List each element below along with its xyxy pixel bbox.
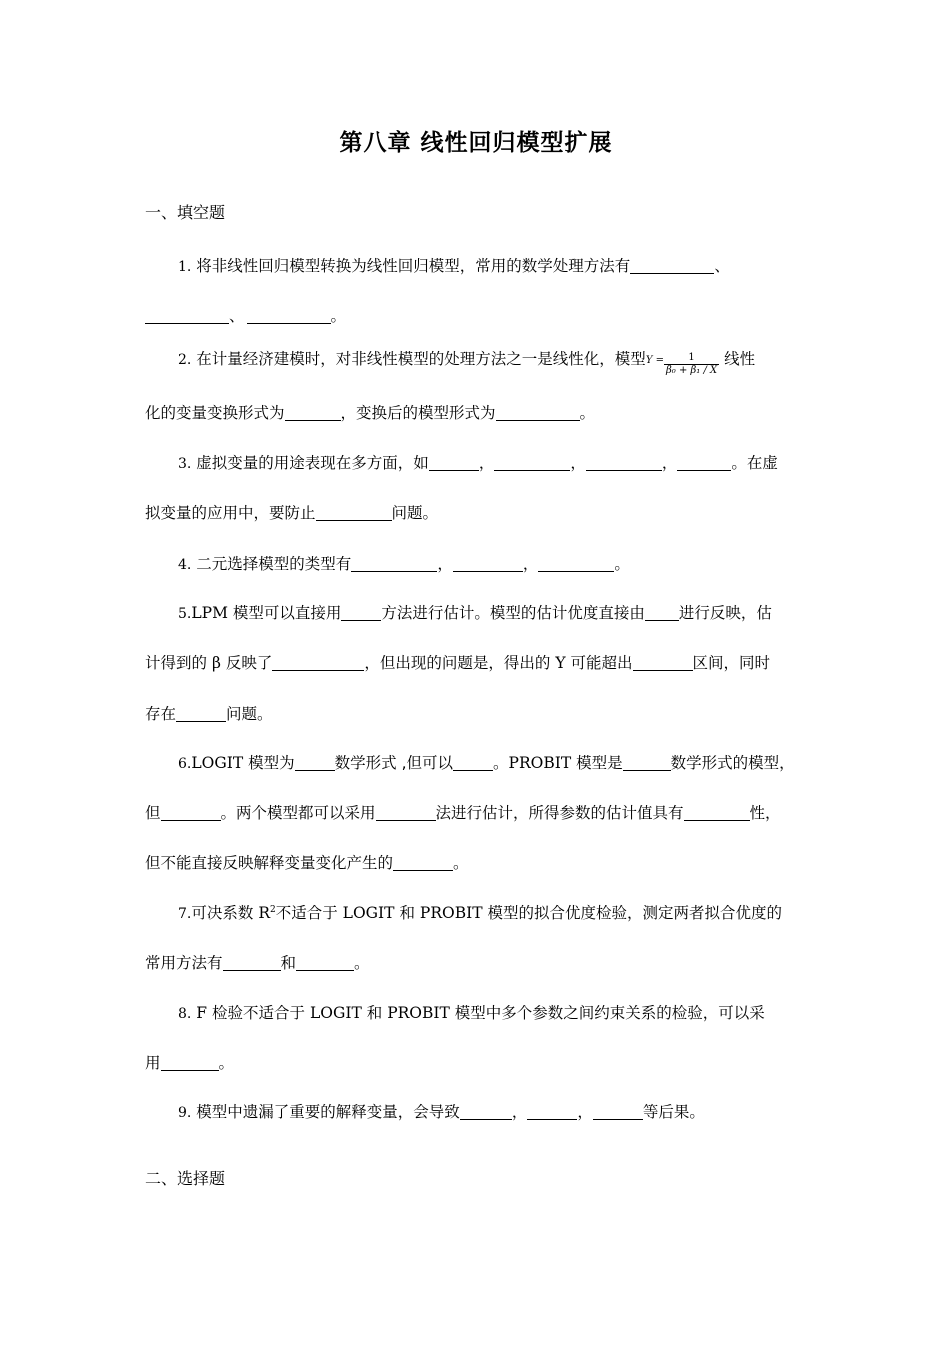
answer-blank[interactable] bbox=[161, 804, 221, 821]
question-3-line-2: 拟变量的应用中，要防止 问题。 bbox=[145, 504, 439, 522]
question-2-line-2: 化的变量变换形式为 ，变换后的模型形式为 。 bbox=[145, 404, 596, 422]
section-heading-multiple-choice: 二、选择题 bbox=[145, 1169, 226, 1188]
question-4-line-1: 4. 二元选择模型的类型有 ， ， 。 bbox=[178, 555, 630, 573]
question-number: 5. bbox=[178, 606, 192, 622]
question-8-line-2: 用 。 bbox=[145, 1054, 235, 1072]
answer-blank[interactable] bbox=[161, 1054, 219, 1071]
answer-blank[interactable] bbox=[623, 754, 671, 771]
question-number: 2. bbox=[178, 352, 192, 368]
question-6-line-1: 6.LOGIT 模型为 数学形式 ,但可以 。PROBIT 模型是 数学形式的模型， bbox=[178, 754, 795, 772]
question-number: 1. bbox=[178, 259, 192, 275]
question-5-line-3: 存在 问题。 bbox=[145, 705, 273, 723]
answer-blank[interactable] bbox=[538, 555, 614, 572]
answer-blank[interactable] bbox=[677, 454, 731, 471]
answer-blank[interactable] bbox=[684, 804, 750, 821]
formula-fraction: $\frac{1}{\text{β₀ + β₁ / X}}$ bbox=[665, 352, 718, 376]
answer-blank[interactable] bbox=[176, 705, 226, 722]
answer-blank[interactable] bbox=[453, 754, 493, 771]
answer-blank[interactable] bbox=[630, 257, 714, 274]
answer-blank[interactable] bbox=[376, 804, 436, 821]
question-number: 4. bbox=[178, 557, 192, 573]
question-7-line-1: 7.可决系数 $R^2$不适合于 LOGIT 和 PROBIT 模型的拟合优度检验，测定两者拟合优度的 bbox=[178, 904, 783, 922]
answer-blank[interactable] bbox=[351, 555, 437, 572]
answer-blank[interactable] bbox=[593, 1103, 643, 1120]
question-3-line-1: 3. 虚拟变量的用途表现在多方面，如 ， ， ， 。在虚 bbox=[178, 454, 778, 472]
answer-blank[interactable] bbox=[223, 954, 281, 971]
answer-blank[interactable] bbox=[285, 404, 341, 421]
answer-blank[interactable] bbox=[296, 954, 354, 971]
question-5-line-2: 计得到的 β 反映了 ，但出现的问题是，得出的 Y 可能超出 区间，同时 bbox=[145, 654, 771, 672]
formula-lhs: Y = bbox=[645, 355, 664, 366]
question-5-line-1: 5.LPM 模型可以直接用 方法进行估计。模型的估计优度直接由 进行反映，估 bbox=[178, 604, 772, 622]
answer-blank[interactable] bbox=[341, 604, 381, 621]
answer-blank[interactable] bbox=[247, 307, 331, 324]
question-number: 6. bbox=[178, 756, 192, 772]
answer-blank[interactable] bbox=[586, 454, 662, 471]
answer-blank[interactable] bbox=[453, 555, 523, 572]
answer-blank[interactable] bbox=[633, 654, 693, 671]
question-1-line-1: 1. 将非线性回归模型转换为线性回归模型，常用的数学处理方法有 、 bbox=[178, 257, 730, 275]
question-number: 8. bbox=[178, 1006, 192, 1022]
answer-blank[interactable] bbox=[295, 754, 335, 771]
question-number: 7. bbox=[178, 906, 192, 922]
answer-blank[interactable] bbox=[460, 1103, 512, 1120]
answer-blank[interactable] bbox=[272, 654, 364, 671]
section-heading-fill-blank: 一、填空题 bbox=[145, 203, 226, 222]
chapter-title: 第八章 线性回归模型扩展 bbox=[339, 130, 613, 156]
question-6-line-3: 但不能直接反映解释变量变化产生的 。 bbox=[145, 854, 469, 872]
question-7-line-2: 常用方法有 和 。 bbox=[145, 954, 370, 972]
question-9-line-1: 9. 模型中遗漏了重要的解释变量，会导致 ， ， 等后果。 bbox=[178, 1103, 705, 1121]
answer-blank[interactable] bbox=[494, 454, 570, 471]
question-2-line-1: 2. 在计量经济建模时，对非线性模型的处理方法之一是线性化，模型Y = $\frac{1}{\text{β₀ + β₁ / X}}$ 线性 bbox=[178, 350, 756, 376]
question-number: 3. bbox=[178, 456, 192, 472]
question-8-line-1: 8. F 检验不适合于 LOGIT 和 PROBIT 模型中多个参数之间约束关系的检验，可以采 bbox=[178, 1004, 765, 1022]
question-6-line-2: 但 。两个模型都可以采用 法进行估计，所得参数的估计值具有 性， bbox=[145, 804, 781, 822]
answer-blank[interactable] bbox=[393, 854, 453, 871]
answer-blank[interactable] bbox=[645, 604, 679, 621]
question-1-line-2: 、 。 bbox=[145, 304, 813, 326]
answer-blank[interactable] bbox=[527, 1103, 577, 1120]
answer-blank[interactable] bbox=[316, 504, 392, 521]
answer-blank[interactable] bbox=[145, 307, 229, 324]
question-number: 9. bbox=[178, 1105, 192, 1121]
answer-blank[interactable] bbox=[496, 404, 580, 421]
answer-blank[interactable] bbox=[429, 454, 479, 471]
